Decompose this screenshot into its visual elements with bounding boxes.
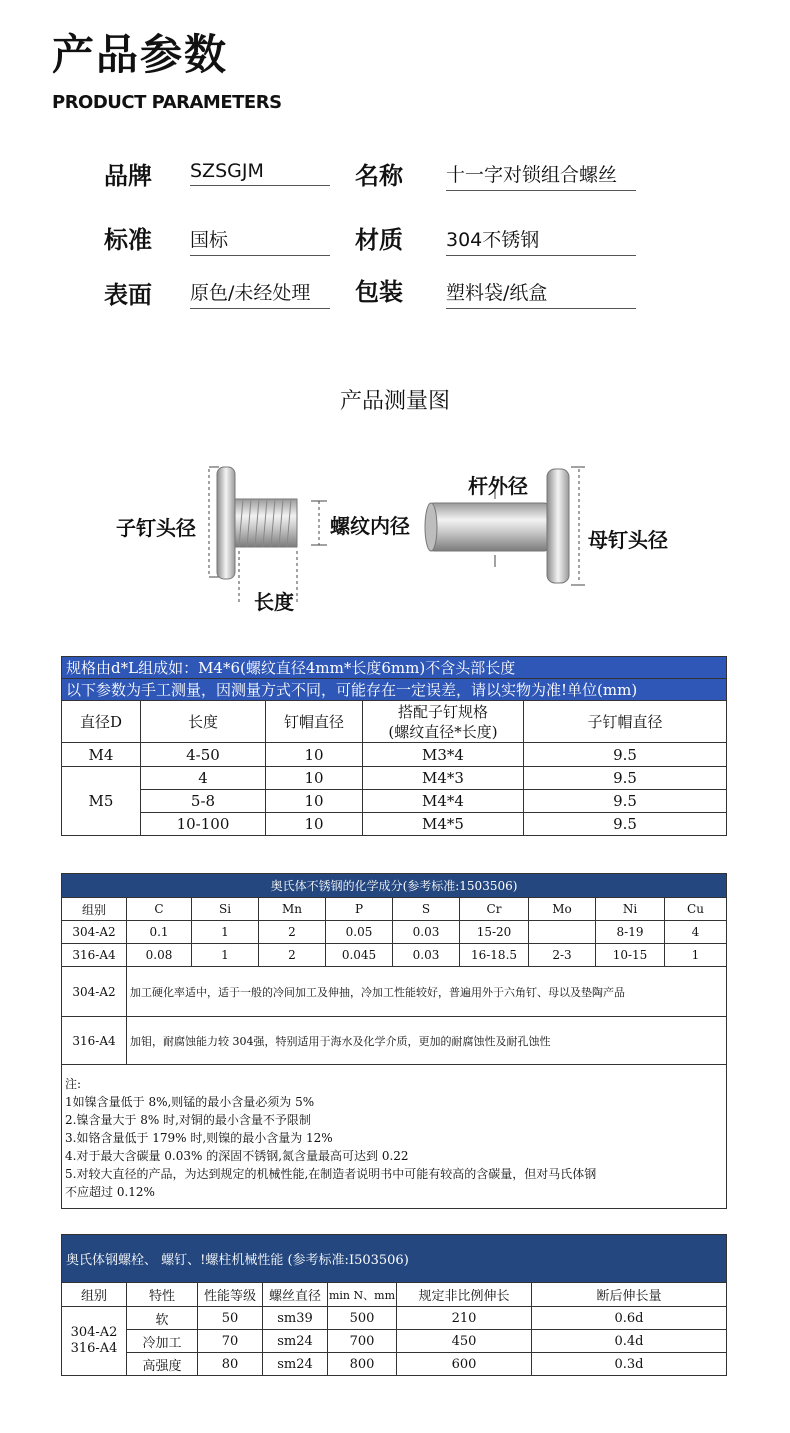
table-cell: 0.1 [127,921,192,944]
column-header: P [326,898,393,921]
column-header-line: 搭配子钉规格 [397,702,488,721]
column-header: min N、mm [328,1283,397,1307]
param-value-standard: 国标 [190,225,330,256]
table-header-row [62,898,727,921]
column-header: 组别 [62,1283,127,1307]
table-cell: 70 [198,1330,263,1353]
table-cell: 2 [259,921,326,944]
table-cell: 1 [192,944,259,967]
group-line: 316-A4 [70,1341,118,1356]
column-header: 长度 [141,701,266,743]
size-table [61,656,727,836]
table-cell: 15-20 [460,921,529,944]
table-cell: sm24 [263,1330,328,1353]
column-header: 螺丝直径 [263,1283,328,1307]
param-label-name: 名称 [355,162,403,190]
table-cell: 高强度 [127,1353,198,1376]
table-cell: 1 [665,944,727,967]
table-cell: M3*4 [363,743,524,767]
table-cell: 9.5 [524,743,727,767]
table-cell [529,921,596,944]
column-header: Cu [665,898,727,921]
table-row [62,767,727,790]
table-cell: 5-8 [141,790,266,813]
table-cell: 0.03 [393,921,460,944]
table-row [62,967,727,1017]
table-cell: sm39 [263,1307,328,1330]
table-cell: 210 [397,1307,532,1330]
page-title: 产品参数 [52,30,229,79]
table-cell: 10-15 [596,944,665,967]
table-cell: 304-A2 [62,967,127,1017]
table-row [62,1307,727,1330]
table-cell: 4 [665,921,727,944]
description-cell: 加钼，耐腐蚀能力较 304强，特别适用于海水及化学介质，更加的耐腐蚀性及耐孔蚀性 [127,1017,727,1065]
table-cell: 4 [141,767,266,790]
table-cell: 0.045 [326,944,393,967]
label-thread-diameter: 螺纹内径 [330,514,410,538]
table-cell: 2 [259,944,326,967]
table-cell: M4*3 [363,767,524,790]
table-cell: 9.5 [524,790,727,813]
table-row [62,790,727,813]
note-line: 1如镍含量低于 8%,则锰的最小含量必须为 5% [65,1095,315,1109]
column-header: 断后伸长量 [532,1283,727,1307]
column-header-line: (螺纹直径*长度) [388,722,498,741]
column-header: 性能等级 [198,1283,263,1307]
diagram-title: 产品测量图 [339,389,450,414]
note-line: 3.如铬含量低于 179% 时,则镍的最小含量为 12% [65,1131,333,1145]
table-cell: 316-A4 [62,944,127,967]
table-cell: 700 [328,1330,397,1353]
param-label-standard: 标准 [104,226,152,254]
table-row [62,813,727,836]
column-header: C [127,898,192,921]
column-header: Mn [259,898,326,921]
param-value-brand: SZSGJM [190,160,330,186]
description-cell: 加工硬化率适中，适于一般的冷间加工及伸抽，冷加工性能较好，普遍用外于六角钉、母以及垫陶产品 [127,967,727,1017]
label-rod-diameter: 杆外径 [468,474,528,498]
table-cell: 800 [328,1353,397,1376]
female-screw-rod [429,503,549,551]
table-cell: M4*5 [363,813,524,836]
column-header [363,701,524,743]
table-cell: M5 [62,767,141,836]
column-header: 特性 [127,1283,198,1307]
table-cell: 600 [397,1353,532,1376]
table-cell: 8-19 [596,921,665,944]
table-cell: 16-18.5 [460,944,529,967]
table-cell: 0.6d [532,1307,727,1330]
group-cell [62,1307,127,1376]
table-cell: 10-100 [141,813,266,836]
table-cell: 9.5 [524,813,727,836]
column-header: S [393,898,460,921]
table-cell: 80 [198,1353,263,1376]
param-label-material: 材质 [355,226,403,254]
table-cell: 冷加工 [127,1330,198,1353]
table-cell: 1 [192,921,259,944]
table-cell: 0.4d [532,1330,727,1353]
mechanical-properties-table [61,1234,727,1376]
table-row [62,743,727,767]
param-value-name: 十一字对锁组合螺丝 [446,160,636,191]
table-cell: 10 [266,767,363,790]
group-line: 304-A2 [70,1325,118,1340]
label-female-head-diameter: 母钉头径 [588,528,668,552]
table-cell: 450 [397,1330,532,1353]
mechanical-table-title: 奥氏体钢螺栓、 螺钉、!螺柱机械性能 (参考标准:I503506) [62,1235,727,1283]
param-value-material: 304不锈钢 [446,225,636,256]
param-label-surface: 表面 [104,281,152,309]
table-cell: 0.3d [532,1353,727,1376]
param-label-packing: 包装 [355,278,403,306]
chemical-composition-table [61,873,727,1209]
table-cell: 50 [198,1307,263,1330]
note-line: 5.对较大直径的产品，为达到规定的机械性能,在制造者说明书中可能有较高的含碳量，但对马氏体钢 [65,1167,597,1181]
table-cell: 500 [328,1307,397,1330]
table-row [62,944,727,967]
female-screw-rod-end [425,503,437,551]
param-value-packing: 塑料袋/纸盒 [446,278,636,309]
table-cell: 9.5 [524,767,727,790]
table-row [62,1353,727,1376]
column-header: 组别 [62,898,127,921]
table-row [62,1017,727,1065]
note-line: 2.镍含量大于 8% 时,对铜的最小含量不予限制 [65,1113,311,1127]
note-line: 4.对于最大含碳量 0.03% 的深固不锈钢,氮含量最高可达到 0.22 [65,1149,409,1163]
table-cell: 0.03 [393,944,460,967]
table-cell: 0.05 [326,921,393,944]
table-row [62,921,727,944]
notes-cell [62,1065,727,1209]
size-table-note-1: 规格由d*L组成如：M4*6(螺纹直径4mm*长度6mm)不含头部长度 [62,657,727,679]
table-cell: 10 [266,813,363,836]
size-table-note-2: 以下参数为手工测量，因测量方式不同，可能存在一定误差，请以实物为准!单位(mm) [62,679,727,701]
column-header: 规定非比例伸长 [397,1283,532,1307]
note-line: 不应超过 0.12% [65,1185,155,1199]
table-cell: 10 [266,743,363,767]
table-cell: 4-50 [141,743,266,767]
table-cell: M4*4 [363,790,524,813]
table-row [62,1330,727,1353]
table-cell: 10 [266,790,363,813]
column-header: Ni [596,898,665,921]
note-line: 注: [65,1077,82,1091]
param-label-brand: 品牌 [104,162,152,190]
table-header-row [62,1283,727,1307]
table-cell: 316-A4 [62,1017,127,1065]
label-male-head-diameter: 子钉头径 [116,516,196,540]
table-cell: 2-3 [529,944,596,967]
param-value-surface: 原色/未经处理 [190,278,330,309]
column-header: Mo [529,898,596,921]
chemical-table-title: 奥氏体不锈钢的化学成分(参考标准:1503506) [62,874,727,898]
table-cell: M4 [62,743,141,767]
table-cell: sm24 [263,1353,328,1376]
column-header: 直径D [62,701,141,743]
label-length: 长度 [254,590,294,614]
column-header: Cr [460,898,529,921]
table-cell: 0.08 [127,944,192,967]
table-cell: 304-A2 [62,921,127,944]
female-screw-head [547,469,569,583]
page-subtitle: PRODUCT PARAMETERS [52,92,282,113]
column-header: 子钉帽直径 [524,701,727,743]
column-header: 钉帽直径 [266,701,363,743]
table-cell: 软 [127,1307,198,1330]
male-screw-head [217,467,235,579]
notes-row [62,1065,727,1209]
column-header: Si [192,898,259,921]
